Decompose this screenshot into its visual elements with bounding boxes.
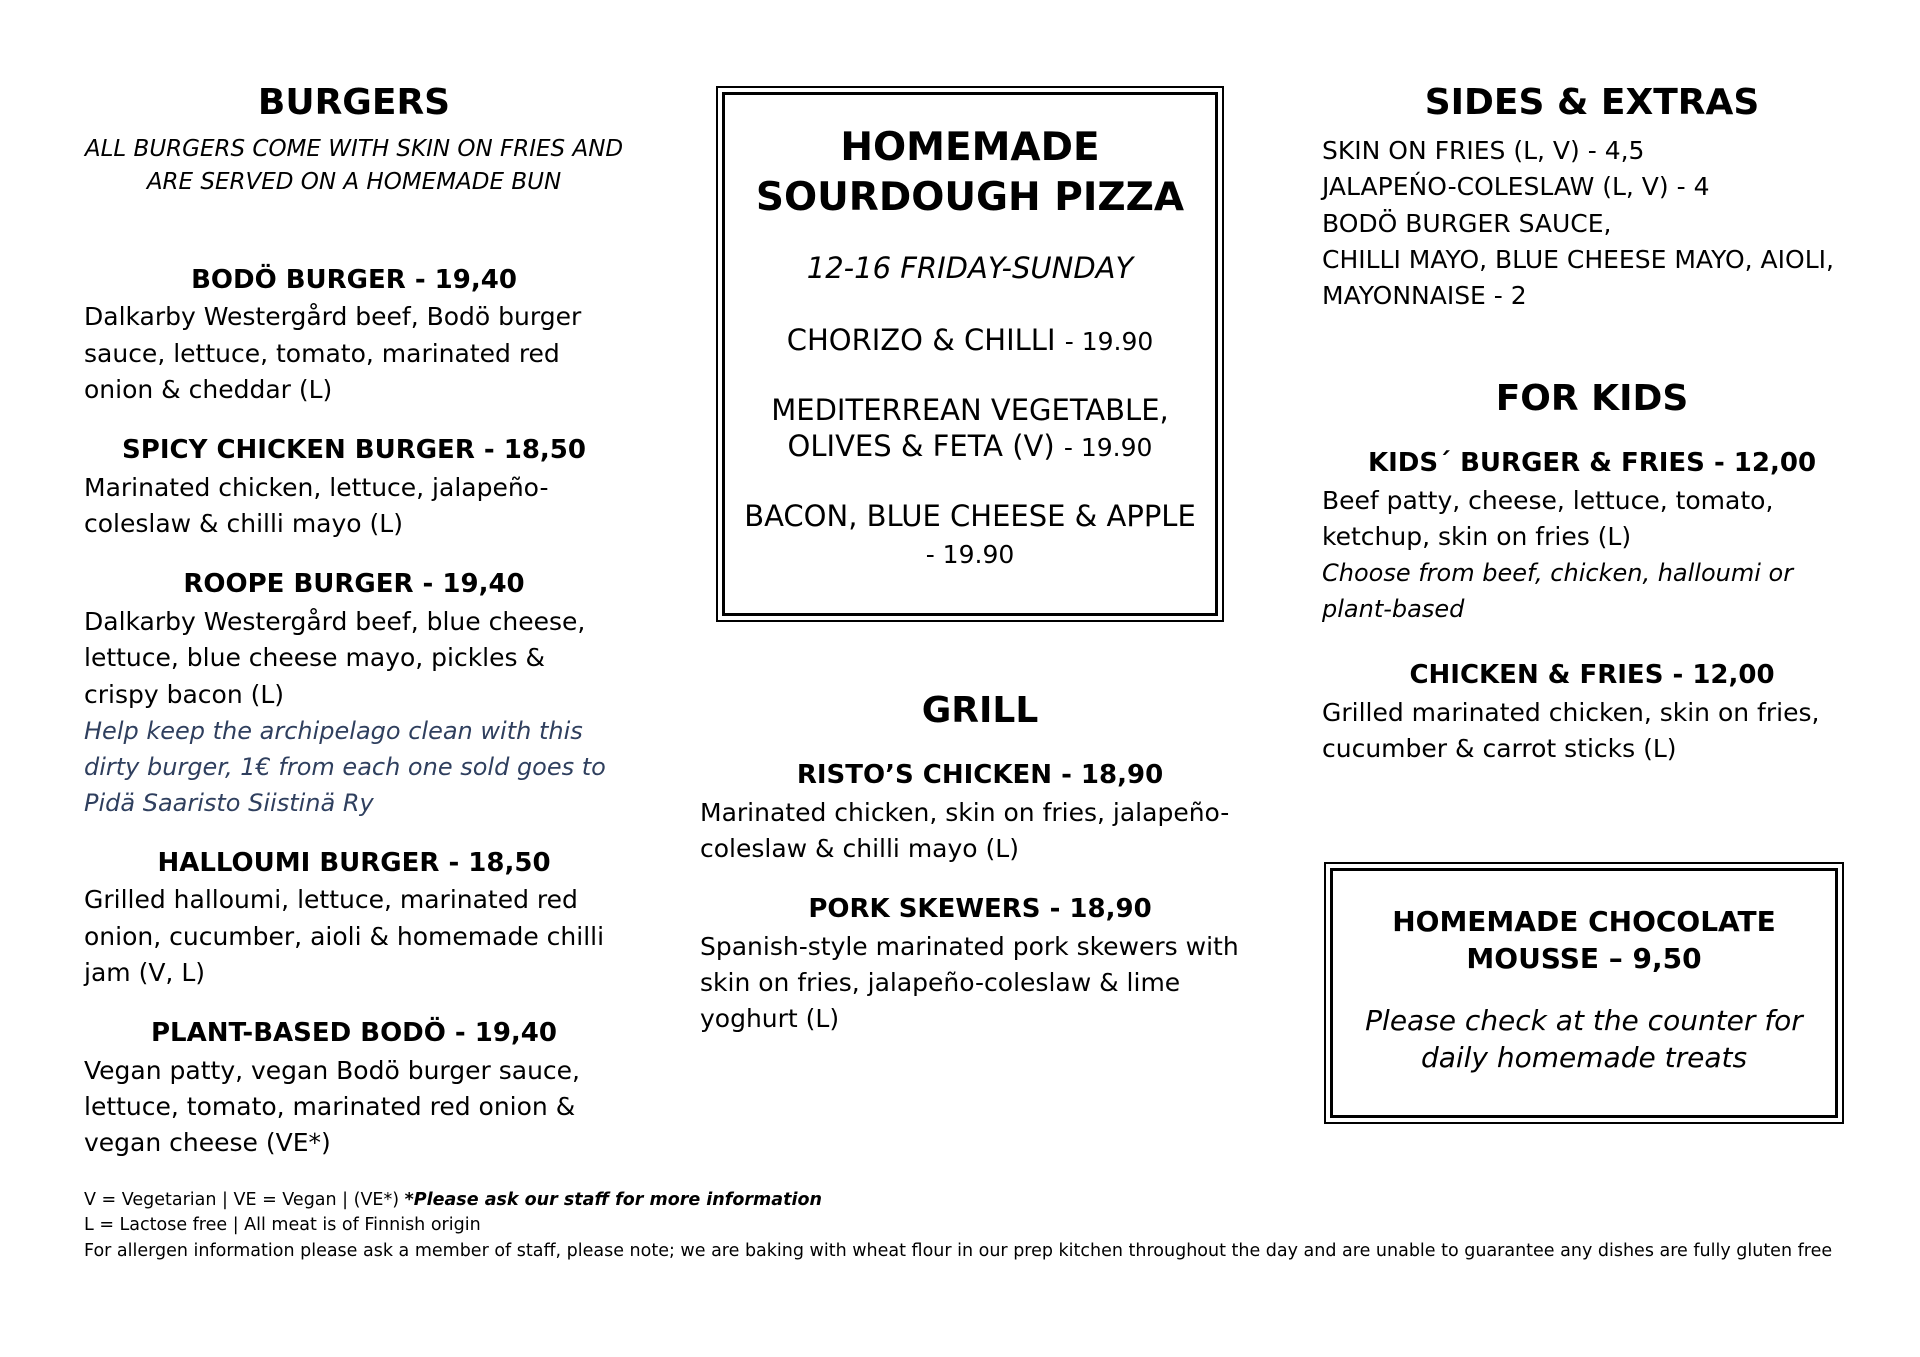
pizza-name: CHORIZO & CHILLI xyxy=(786,322,1056,357)
menu-item xyxy=(700,757,1260,867)
kids-section xyxy=(1322,376,1862,767)
item-name: KIDS´ BURGER & FRIES - 12,00 xyxy=(1367,448,1817,479)
item-description: Dalkarby Westergård beef, blue cheese, lettuce, blue cheese mayo, pickles & crispy bacon (L) xyxy=(84,607,586,709)
sides-line: CHILLI MAYO, BLUE CHEESE MAYO, AIOLI, xyxy=(1322,244,1834,274)
sides-title: SIDES & EXTRAS xyxy=(1424,82,1760,123)
item-name: SPICY CHICKEN BURGER - 18,50 xyxy=(122,435,586,466)
pizza-box xyxy=(722,92,1218,616)
pizza-name: BACON, BLUE CHEESE & APPLE xyxy=(744,499,1196,534)
kids-title: FOR KIDS xyxy=(1495,378,1689,420)
menu-item xyxy=(700,891,1260,1037)
footer-line2: L = Lactose free | All meat is of Finnish origin xyxy=(84,1215,481,1236)
sides-line: SKIN ON FRIES (L, V) - 4,5 xyxy=(1322,136,1645,165)
dessert-note: Please check at the counter for daily homemade treats xyxy=(1365,1004,1803,1074)
pizza-item xyxy=(741,392,1199,465)
item-description: Grilled marinated chicken, skin on fries, cucumber & carrot sticks (L) xyxy=(1322,698,1820,764)
sides-section xyxy=(1322,80,1862,314)
item-name: BODÖ BURGER - 19,40 xyxy=(191,264,517,295)
diet-legend: V = Vegetarian | VE = Vegan | (VE*) xyxy=(84,1190,400,1210)
pizza-title-line2: SOURDOUGH PIZZA xyxy=(755,174,1185,220)
item-description: Grilled halloumi, lettuce, marinated red onion, cucumber, aioli & homemade chilli jam (V, L) xyxy=(84,885,605,987)
item-description: Marinated chicken, lettuce, jalapeño-coleslaw & chilli mayo (L) xyxy=(84,472,549,539)
burgers-note-line1: ALL BURGERS COME WITH SKIN ON FRIES AND xyxy=(84,136,624,162)
pizza-item xyxy=(741,322,1199,358)
item-description: Vegan patty, vegan Bodö burger sauce, lettuce, tomato, marinated red onion & vegan cheese (VE*) xyxy=(84,1055,581,1158)
menu-item xyxy=(1322,445,1862,627)
pizza-title-line1: HOMEMADE xyxy=(840,125,1100,170)
item-description: Dalkarby Westergård beef, Bodö burger sauce, lettuce, tomato, marinated red onion & cheddar (L) xyxy=(84,302,582,404)
pizza-item xyxy=(741,498,1199,571)
pizza-hours: 12-16 FRIDAY-SUNDAY xyxy=(806,251,1134,286)
menu-item xyxy=(84,845,624,991)
menu-item xyxy=(84,566,624,820)
menu-item xyxy=(1322,657,1862,767)
sides-list xyxy=(1322,133,1862,314)
sides-line: MAYONNAISE - 2 xyxy=(1322,281,1527,310)
sides-line: JALAPEŃO-COLESLAW (L, V) - 4 xyxy=(1322,172,1710,202)
pizza-price: - 19.90 xyxy=(1064,326,1154,356)
item-description: Spanish-style marinated pork skewers with skin on fries, jalapeño-coleslaw & lime yoghurt (L) xyxy=(700,931,1239,1034)
burgers-note-line2: ARE SERVED ON A HOMEMADE BUN xyxy=(146,169,562,196)
item-name: PORK SKEWERS - 18,90 xyxy=(808,894,1152,925)
right-column xyxy=(1322,80,1862,768)
menu-item xyxy=(84,1015,624,1161)
allergen-notice: For allergen information please ask a member of staff, please note; we are baking with wheat flour in our prep kitchen throughout the day and are unable to guarantee any dishes are fully gluten free xyxy=(84,1240,1833,1261)
grill-section xyxy=(700,688,1260,1038)
pizza-price: - 19.90 xyxy=(925,539,1015,569)
item-name: ROOPE BURGER - 19,40 xyxy=(183,569,525,600)
pizza-name: MEDITERREAN VEGETABLE, OLIVES & FETA (V) xyxy=(771,392,1169,464)
pizza-title xyxy=(741,123,1199,222)
item-name: HALLOUMI BURGER - 18,50 xyxy=(157,847,551,878)
footer-line1 xyxy=(84,1188,1884,1213)
footer xyxy=(84,1188,1884,1264)
item-name: PLANT-BASED BODÖ - 19,40 xyxy=(150,1018,557,1049)
item-description: Beef patty, cheese, lettuce, tomato, ketchup, skin on fries (L) xyxy=(1322,485,1774,552)
dessert-box xyxy=(1330,868,1838,1118)
sides-line: BODÖ BURGER SAUCE, xyxy=(1322,208,1612,238)
staff-info-note: *Please ask our staff for more information xyxy=(404,1190,822,1210)
menu-item xyxy=(84,432,624,542)
dessert-title xyxy=(1357,903,1811,977)
item-description: Marinated chicken, skin on fries, jalapeño-coleslaw & chilli mayo (L) xyxy=(700,797,1230,863)
dessert-title-line1: HOMEMADE CHOCOLATE xyxy=(1392,905,1776,938)
item-note: Choose from beef, chicken, halloumi or plant-based xyxy=(1322,559,1794,624)
burgers-section xyxy=(84,80,624,1162)
grill-title: GRILL xyxy=(921,690,1039,731)
item-name: CHICKEN & FRIES - 12,00 xyxy=(1409,660,1775,691)
menu-item xyxy=(84,262,624,408)
dessert-title-line2: MOUSSE – 9,50 xyxy=(1466,942,1702,976)
burgers-title: BURGERS xyxy=(257,82,451,123)
item-name: RISTO’S CHICKEN - 18,90 xyxy=(796,760,1164,790)
pizza-price: - 19.90 xyxy=(1063,433,1153,463)
charity-note: Help keep the archipelago clean with this dirty burger, 1€ from each one sold goes to Pidä Saaristo Siistinä Ry xyxy=(84,716,606,817)
